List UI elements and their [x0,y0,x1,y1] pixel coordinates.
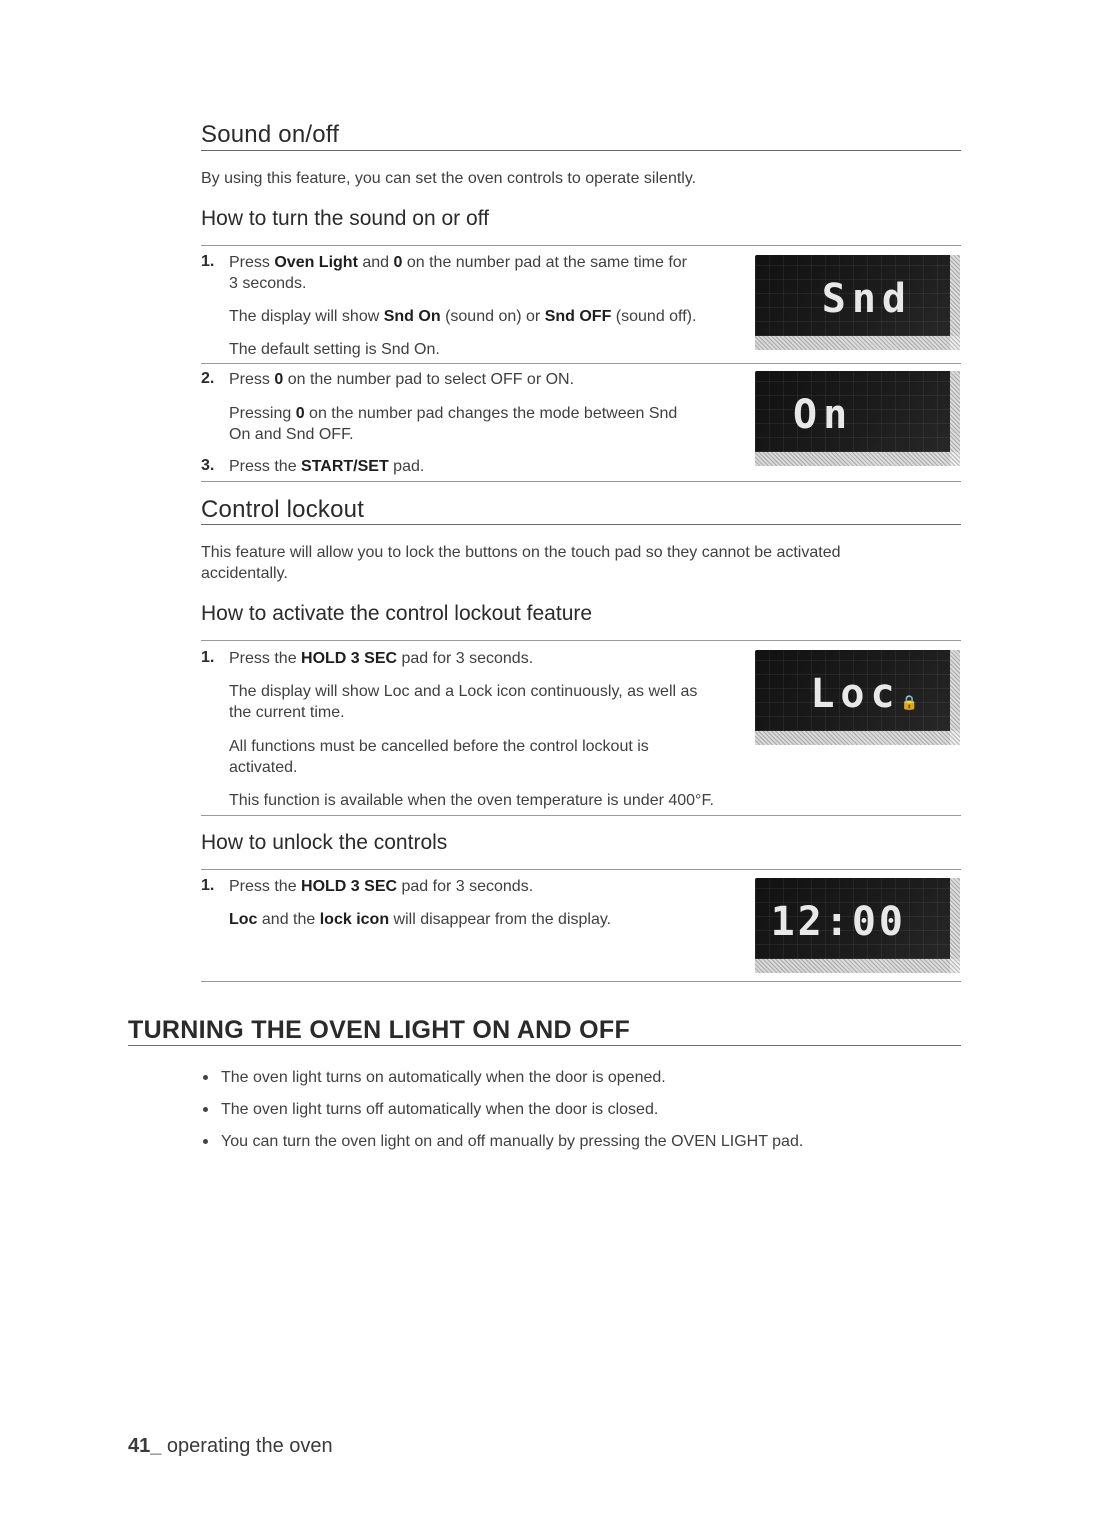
step-number: 2. [201,370,215,387]
display-text [755,672,950,725]
step-number: 3. [201,457,215,474]
lockout-intro [201,542,841,584]
page-number: 41_ [128,1435,162,1457]
text: All functions must be cancelled before the control lockout is [229,738,649,755]
divider [201,640,961,641]
text: Press the [229,458,302,475]
bold-text: Loc [229,911,258,928]
sound-display-note [229,306,696,327]
unlock-step1 [229,876,533,897]
lockout-display-note [229,681,697,723]
bold-text: 0 [295,405,305,422]
lockout-step1 [229,648,533,669]
sound-heading: Sound on/off [201,121,340,148]
text: on the number pad changes the mode between Snd [304,405,678,422]
light-bullet: The oven light turns off automatically when the door is closed. [221,1101,659,1118]
divider [201,150,961,151]
lock-icon: 🔒 [900,695,918,711]
bold-text: 0 [274,371,284,388]
text: pad for 3 seconds. [397,650,534,667]
light-bullet: You can turn the oven light on and off manually by pressing the OVEN LIGHT pad. [221,1133,804,1150]
display-time [755,878,960,973]
divider [201,245,961,246]
display-snd [755,255,960,350]
text: Press the [229,878,302,895]
text: and the [257,911,320,928]
bullet-icon [203,1139,208,1144]
divider [128,1045,961,1046]
display-text: On [793,392,854,438]
page-footer [128,1435,333,1458]
sound-intro: By using this feature, you can set the oven controls to operate silently. [201,170,697,187]
divider [201,363,961,364]
lockout-heading: Control lockout [201,496,365,523]
text: Press [229,254,275,271]
text: and [357,254,394,271]
text: on the number pad at the same time for [402,254,688,271]
text: activated. [229,759,298,776]
text: (sound on) or [440,308,545,325]
text: Pressing [229,405,296,422]
text: (sound off). [611,308,697,325]
bold-text: Oven Light [274,254,358,271]
text: The display will show [229,308,384,325]
step-number: 1. [201,877,215,894]
text: The display will show Loc and a Lock icon continuously, as well as [229,683,698,700]
step-number: 1. [201,253,215,270]
text: This feature will allow you to lock the buttons on the touch pad so they cannot be activated [201,544,841,561]
light-heading: TURNING THE OVEN LIGHT ON AND OFF [128,1016,631,1044]
sound-pressing-note [229,403,677,445]
bold-text: Snd On [383,308,441,325]
text: the current time. [229,704,345,721]
bold-text: 0 [393,254,403,271]
sound-subheading: How to turn the sound on or off [201,207,489,230]
display-loc [755,650,960,745]
text: pad for 3 seconds. [397,878,534,895]
text: on the number pad to select OFF or ON. [283,371,575,388]
bold-text: START/SET [301,458,389,475]
sound-step1 [229,252,687,294]
display-text: 12:00 [770,899,906,945]
bold-text: Snd OFF [544,308,612,325]
sound-step2 [229,369,574,390]
text: will disappear from the display. [389,911,612,928]
bold-text: HOLD 3 SEC [301,650,398,667]
lockout-cancel-note [229,736,649,778]
section-name: operating the oven [161,1435,333,1457]
divider [201,869,961,870]
unlock-subheading: How to unlock the controls [201,831,448,854]
text: 3 seconds. [229,275,307,292]
bullet-icon [203,1075,208,1080]
display-on [755,371,960,466]
bold-text: HOLD 3 SEC [301,878,398,895]
display-text: Loc [810,671,901,717]
divider [201,815,961,816]
step-number: 1. [201,649,215,666]
text: Press [229,371,275,388]
lockout-temp-note: This function is available when the oven temperature is under 400°F. [229,792,714,809]
sound-default: The default setting is Snd On. [229,341,440,358]
text: accidentally. [201,565,288,582]
display-text: Snd [821,276,912,322]
light-bullet: The oven light turns on automatically when the door is opened. [221,1069,666,1086]
lockout-subheading: How to activate the control lockout feature [201,602,593,625]
sound-step3 [229,456,424,477]
divider [201,524,961,525]
divider [201,981,961,982]
text: Press the [229,650,302,667]
unlock-note [229,909,611,930]
text: pad. [388,458,425,475]
text: On and Snd OFF. [229,426,354,443]
bold-text: lock icon [319,911,390,928]
divider [201,481,961,482]
bullet-icon [203,1107,208,1112]
